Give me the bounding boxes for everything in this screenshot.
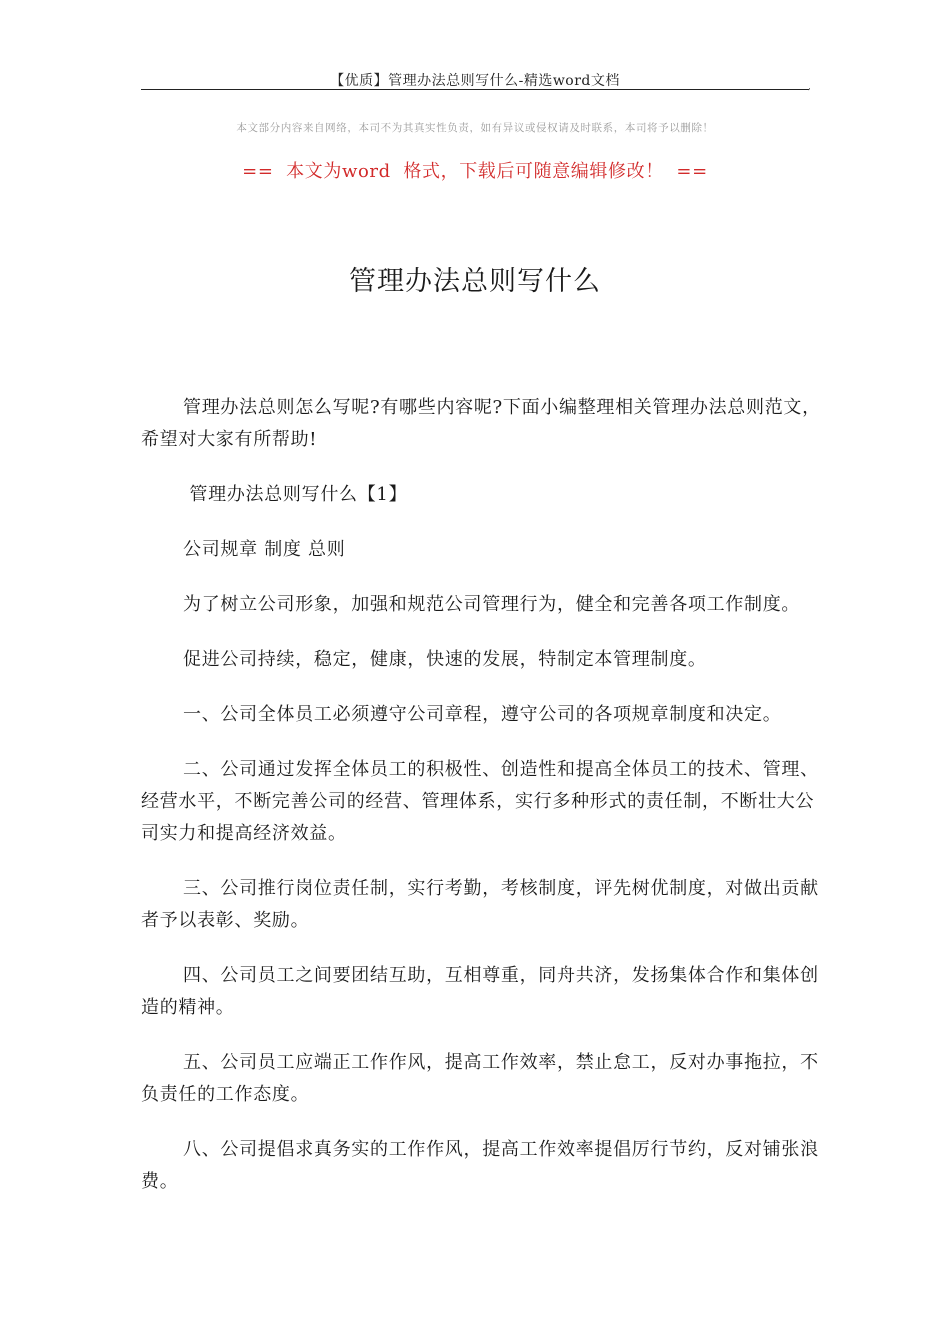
- rule-item-5: 五、公司员工应端正工作作风，提高工作效率，禁止怠工，反对办事拖拉，不负责任的工作态度。: [141, 1052, 819, 1105]
- section-heading: 管理办法总则写什么【1】: [183, 484, 408, 505]
- rule-item-2: 二、公司通过发挥全体员工的积极性、创造性和提高全体员工的技术、管理、经营水平，不断完善公司的经营、管理体系，实行多种形式的责任制，不断壮大公司实力和提高经济效益。: [141, 759, 819, 844]
- rule-item-4: 四、公司员工之间要团结互助，互相尊重，同舟共济，发扬集体合作和集体创造的精神。: [141, 965, 819, 1018]
- document-title: 管理办法总则写什么: [349, 266, 601, 297]
- document-body: [141, 392, 821, 1221]
- rule-item-8: 八、公司提倡求真务实的工作作风，提高工作效率提倡厉行节约，反对铺张浪费。: [141, 1139, 819, 1192]
- intro-paragraph: 管理办法总则怎么写呢?有哪些内容呢?下面小编整理相关管理办法总则范文，希望对大家有所帮助!: [141, 397, 821, 450]
- rule-item-1: 一、公司全体员工必须遵守公司章程，遵守公司的各项规章制度和决定。: [183, 704, 782, 725]
- running-header: 【优质】管理办法总则写什么-精选word文档: [330, 73, 620, 89]
- header-rule: [141, 89, 809, 90]
- edit-notice: == 本文为word 格式，下载后可随意编辑修改！ ==: [242, 161, 708, 182]
- subheading: 公司规章 制度 总则: [183, 539, 346, 560]
- header-mark: ,: [808, 82, 811, 92]
- disclaimer-text: 本文部分内容来自网络，本司不为其真实性负责，如有异议或侵权请及时联系，本司将予以删除！: [236, 122, 714, 134]
- paragraph: 为了树立公司形象，加强和规范公司管理行为，健全和完善各项工作制度。: [183, 594, 801, 615]
- paragraph: 促进公司持续，稳定，健康，快速的发展，特制定本管理制度。: [183, 649, 707, 670]
- rule-item-3: 三、公司推行岗位责任制，实行考勤，考核制度，评先树优制度，对做出贡献者予以表彰、奖励。: [141, 878, 819, 931]
